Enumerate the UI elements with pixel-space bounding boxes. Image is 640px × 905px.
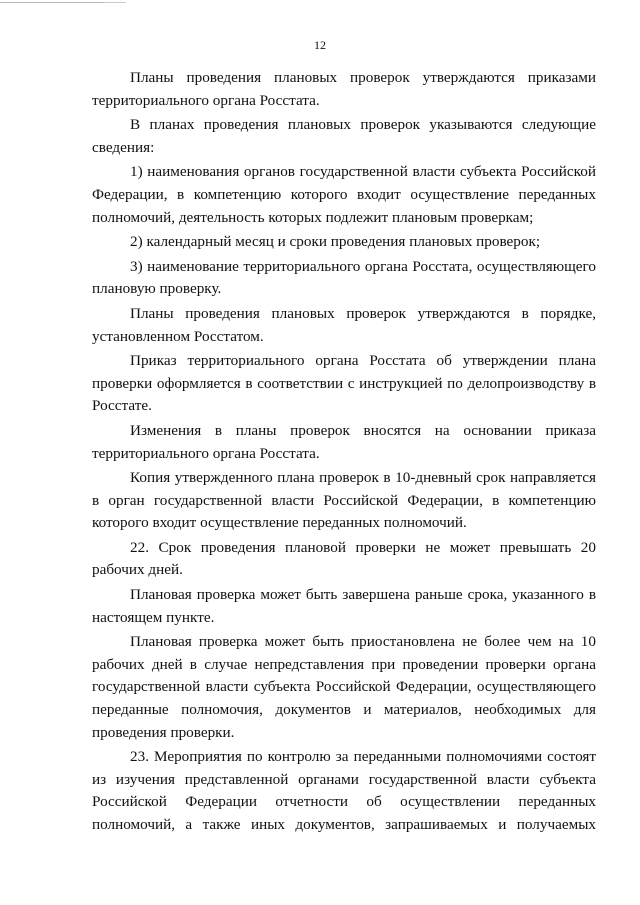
- list-item-3: 3) наименование территориального органа Росстата, осуществляющего плановую проверку.: [92, 257, 596, 298]
- page-number: 12: [314, 38, 326, 52]
- paragraph-plans-approval: Планы проведения плановых проверок утверждаются приказами территориального органа Росстата.: [92, 69, 596, 109]
- document-body: [92, 67, 596, 839]
- paragraph-order-document: Приказ территориального органа Росстата об утверждении плана проверки оформляется в соответствии с инструкцией по делопроизводству в Росстате.: [92, 352, 596, 415]
- scan-edge-line-fragment: [104, 2, 126, 3]
- paragraph-plan-copy: Копия утвержденного плана проверок в 10-дневный срок направляется в орган государственной власти Российской Федерации, в компетенцию которого входит осуществление переданных полномочий.: [92, 469, 596, 532]
- scan-edge-line: [0, 2, 120, 3]
- clause-23: 23. Мероприятия по контролю за переданными полномочиями состоят из изучения представленной органами государственной власти субъекта Российской Федерации отчетности об осуществлении переданных полномочий, а также иных документов, запрашиваемых и получаемых: [92, 748, 596, 833]
- paragraph-approval-order: Планы проведения плановых проверок утверждаются в порядке, установленном Росстатом.: [92, 304, 596, 345]
- list-item-2: 2) календарный месяц и сроки проведения плановых проверок;: [130, 233, 541, 251]
- paragraph-early-completion: Плановая проверка может быть завершена раньше срока, указанного в настоящем пункте.: [92, 586, 596, 626]
- list-item-1: 1) наименования органов государственной власти субъекта Российской Федерации, в компетенцию которого входит осуществление переданных полномочий, деятельность которых подлежит плановым проверкам;: [92, 163, 596, 226]
- paragraph-suspension: Плановая проверка может быть приостановлена не более чем на 10 рабочих дней в случае непредставления при проведении проверки органа государственной власти субъекта Российской Федерации, осуществляющего переданные полномочия, документов и материалов, необходимых для проведения проверки.: [92, 633, 596, 741]
- paragraph-plan-changes: Изменения в планы проверок вносятся на основании приказа территориального органа Росстата.: [92, 421, 596, 462]
- paragraph-plans-contents: В планах проведения плановых проверок указываются следующие сведения:: [92, 116, 596, 156]
- clause-22: 22. Срок проведения плановой проверки не может превышать 20 рабочих дней.: [92, 538, 596, 579]
